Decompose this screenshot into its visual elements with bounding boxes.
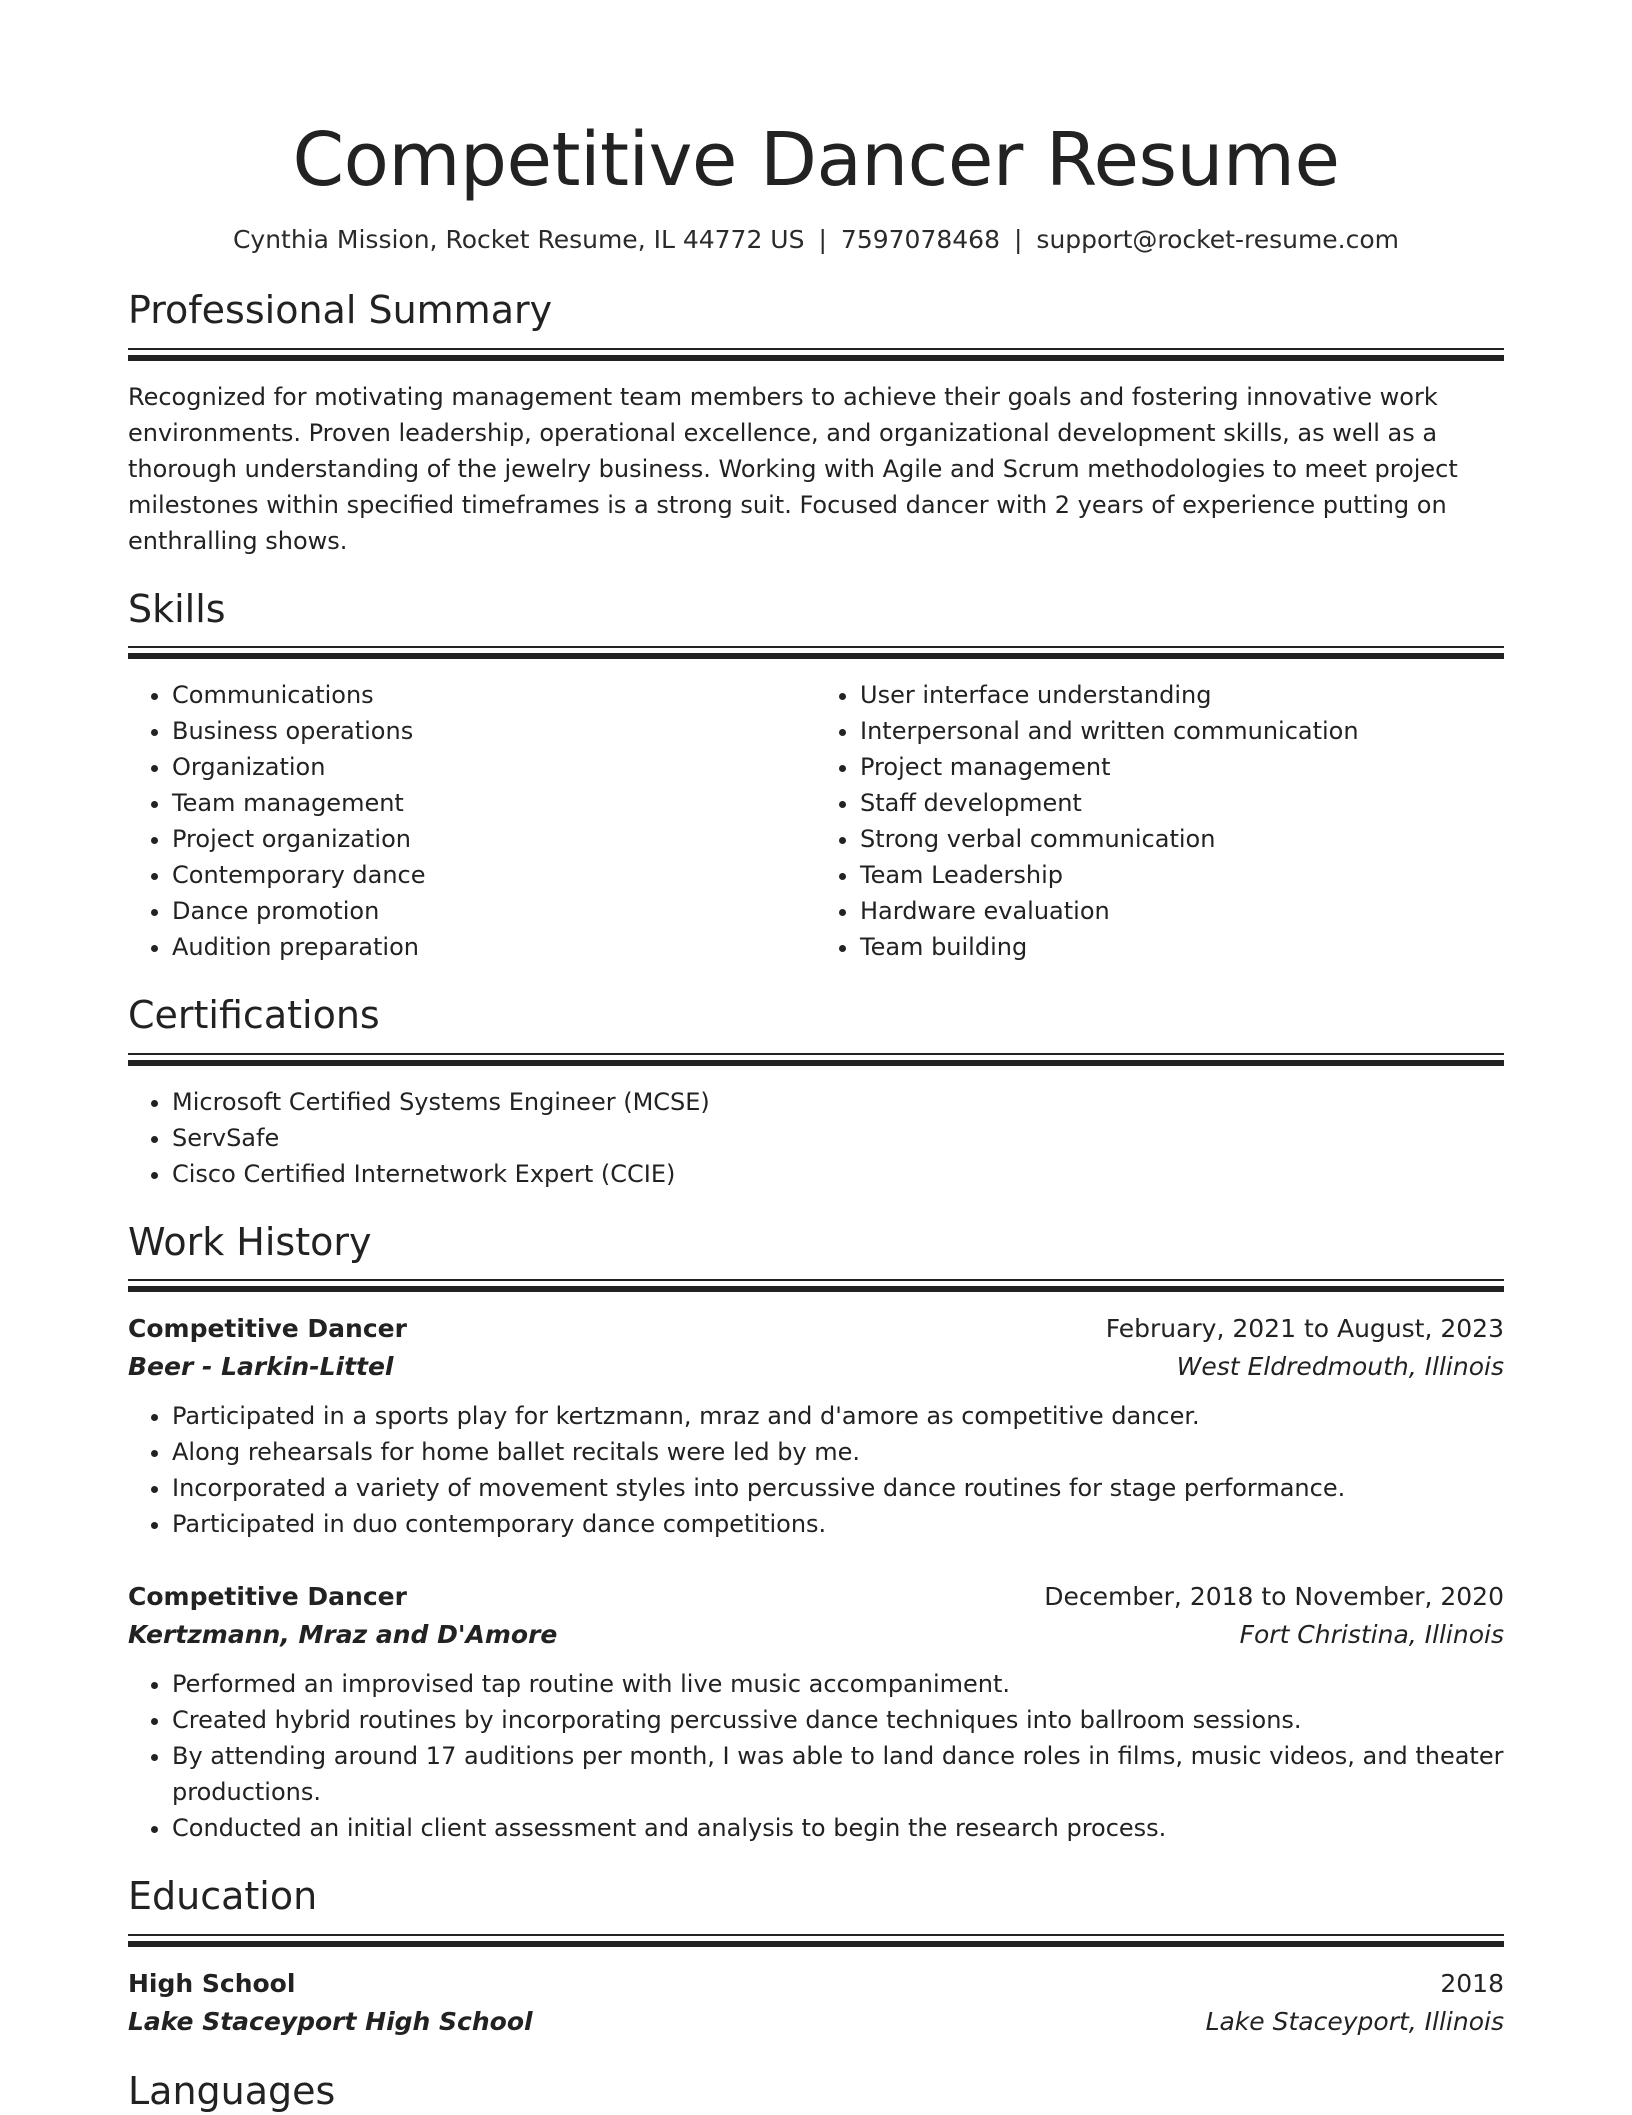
section-divider (128, 348, 1504, 361)
education-school: Lake Staceyport High School (128, 2007, 533, 2037)
skill-item: • Interpersonal and written communication (860, 713, 1504, 749)
skills-heading: Skills (128, 586, 226, 631)
job-bullet: • Performed an improvised tap routine with live music accompaniment. (172, 1666, 1504, 1702)
education-school-row (128, 2003, 1504, 2041)
section-divider (128, 1279, 1504, 1292)
skill-item: • Dance promotion (172, 893, 816, 929)
job-location: West Eldredmouth, Illinois (1176, 1352, 1504, 1382)
job-bullet: • Incorporated a variety of movement styles into percussive dance routines for stage performance. (172, 1470, 1504, 1506)
job-title: Competitive Dancer (128, 1582, 407, 1612)
work-history-section (128, 1220, 1504, 1847)
languages-heading: Languages (128, 2069, 336, 2114)
skill-item: • Team Leadership (860, 857, 1504, 893)
education-section (128, 1874, 1504, 2041)
job-bullets (128, 1398, 1504, 1542)
resume-title: Competitive Dancer Resume (292, 117, 1340, 203)
work-history-heading: Work History (128, 1219, 372, 1264)
job-location: Fort Christina, Illinois (1239, 1620, 1504, 1650)
certifications-section (128, 993, 1504, 1192)
certifications-heading: Certifications (128, 993, 380, 1038)
certification-item: • Microsoft Certified Systems Engineer (MCSE) (172, 1084, 1504, 1120)
section-divider (128, 646, 1504, 659)
languages-section (128, 2069, 1504, 2115)
skills-section (128, 587, 1504, 966)
skill-item: • Organization (172, 749, 816, 785)
contact-address: Cynthia Mission, Rocket Resume, IL 44772 US (232, 225, 805, 255)
contact-line (128, 225, 1504, 254)
job-bullet: • By attending around 17 auditions per month, I was able to land dance roles in films, music videos, and theater productions. (172, 1738, 1504, 1810)
contact-separator: | (1013, 225, 1023, 255)
job-company-row (128, 1348, 1504, 1386)
skill-item: • Strong verbal communication (860, 821, 1504, 857)
certifications-list (128, 1084, 1504, 1192)
certification-item: • ServSafe (172, 1120, 1504, 1156)
skill-item: • Team management (172, 785, 816, 821)
skill-item: • User interface understanding (860, 677, 1504, 713)
education-degree: High School (128, 1969, 296, 1999)
skill-item: • Team building (860, 929, 1504, 965)
contact-separator: | (818, 225, 827, 255)
job-header-row (128, 1310, 1504, 1348)
skill-item: • Contemporary dance (172, 857, 816, 893)
job-bullet: • Along rehearsals for home ballet recitals were led by me. (172, 1434, 1504, 1470)
job-company-row (128, 1616, 1504, 1654)
contact-phone: 7597078468 (840, 225, 1000, 255)
contact-email: support@rocket-resume.com (1036, 225, 1400, 255)
skills-list-right (816, 677, 1504, 965)
skill-item: • Staff development (860, 785, 1504, 821)
job-bullets (128, 1666, 1504, 1846)
skills-columns (128, 677, 1504, 965)
job-bullet: • Participated in duo contemporary dance competitions. (172, 1506, 1504, 1542)
job-header-row (128, 1578, 1504, 1616)
education-heading: Education (128, 1874, 318, 1919)
job-entry (128, 1310, 1504, 1542)
job-bullet: • Created hybrid routines by incorporating percussive dance techniques into ballroom sessions. (172, 1702, 1504, 1738)
skill-item: • Hardware evaluation (860, 893, 1504, 929)
summary-section (128, 288, 1504, 559)
job-dates: December, 2018 to November, 2020 (1044, 1582, 1504, 1612)
job-dates: February, 2021 to August, 2023 (1105, 1314, 1504, 1344)
job-bullet: • Participated in a sports play for kertzmann, mraz and d'amore as competitive dancer. (172, 1398, 1504, 1434)
job-company: Beer - Larkin-Littel (128, 1352, 394, 1382)
skill-item: • Audition preparation (172, 929, 816, 965)
education-location: Lake Staceyport, Illinois (1205, 2007, 1504, 2037)
skill-item: • Communications (172, 677, 816, 713)
skill-item: • Project organization (172, 821, 816, 857)
job-bullet: • Conducted an initial client assessment and analysis to begin the research process. (172, 1810, 1504, 1846)
certification-item: • Cisco Certified Internetwork Expert (CCIE) (172, 1156, 1504, 1192)
job-entry (128, 1578, 1504, 1846)
job-company: Kertzmann, Mraz and D'Amore (128, 1620, 558, 1650)
summary-heading: Professional Summary (128, 288, 553, 333)
section-divider (128, 1053, 1504, 1066)
skill-item: • Business operations (172, 713, 816, 749)
summary-text: Recognized for motivating management team members to achieve their goals and fostering innovative work environments. Proven leadership, operational excellence, and organizational development skills, as well as a thorough understanding of the jewelry business. Working with Agile and Scrum methodologies to meet project milestones within specified timeframes is a strong suit. Focused dancer with 2 years of experience putting on enthralling shows. (128, 382, 1458, 555)
job-title: Competitive Dancer (128, 1314, 407, 1344)
skills-list-left (128, 677, 816, 965)
education-header-row (128, 1965, 1504, 2003)
section-divider (128, 1934, 1504, 1947)
education-year: 2018 (1440, 1969, 1504, 1999)
skill-item: • Project management (860, 749, 1504, 785)
